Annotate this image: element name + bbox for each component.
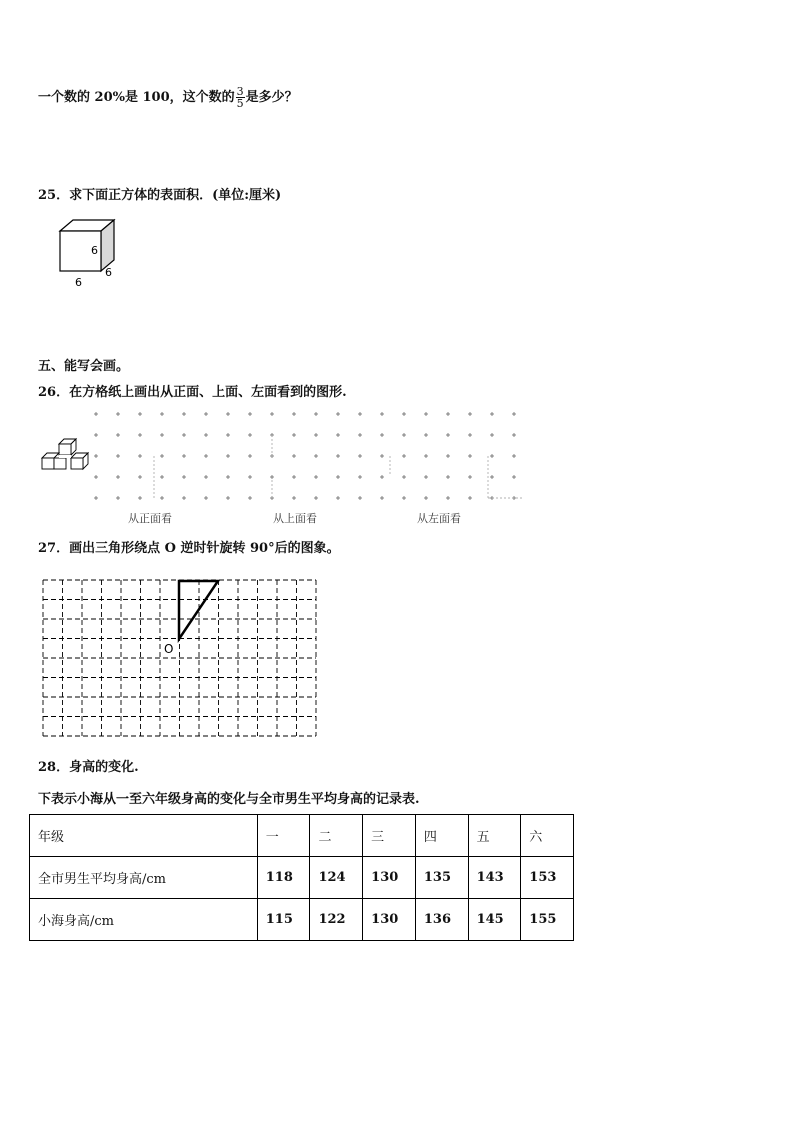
caption-front-view: 从正面看 <box>128 512 172 525</box>
table-cell: 145 <box>468 899 521 941</box>
caption-top-view: 从上面看 <box>273 512 317 525</box>
point-o-label: O <box>164 642 174 656</box>
q24-text-before: 一个数的 20%是 100，这个数的 <box>38 90 235 105</box>
stacked-cubes-figure <box>40 436 92 476</box>
section-5-heading: 五、能写会画。 <box>38 359 130 374</box>
table-cell: 四 <box>415 815 468 857</box>
cube-label-front: 6 <box>91 244 98 257</box>
question-28-title: 28．身高的变化. <box>38 760 139 775</box>
table-cell: 153 <box>521 857 574 899</box>
fraction-three-fifths <box>236 86 245 109</box>
q24-text-after: 是多少？ <box>245 90 298 105</box>
table-cell: 130 <box>363 899 416 941</box>
table-cell: 124 <box>310 857 363 899</box>
question-27-text: 27．画出三角形绕点 O 逆时针旋转 90°后的图象。 <box>38 541 340 556</box>
cube-label-bottom: 6 <box>75 276 82 289</box>
table-header-row <box>30 815 574 857</box>
table-cell: 六 <box>521 815 574 857</box>
table-cell: 155 <box>521 899 574 941</box>
table-cell: 118 <box>257 857 310 899</box>
rotation-grid <box>42 579 318 739</box>
table-row <box>30 899 574 941</box>
table-cell: 全市男生平均身高/cm <box>30 857 258 899</box>
table-cell: 二 <box>310 815 363 857</box>
table-cell: 年级 <box>30 815 258 857</box>
table-cell: 115 <box>257 899 310 941</box>
table-cell: 三 <box>363 815 416 857</box>
question-28-description: 下表示小海从一至六年级身高的变化与全市男生平均身高的记录表. <box>38 792 420 807</box>
cube-figure <box>55 216 125 291</box>
caption-left-view: 从左面看 <box>417 512 461 525</box>
question-26-text: 26．在方格纸上画出从正面、上面、左面看到的图形. <box>38 385 347 400</box>
table-cell: 122 <box>310 899 363 941</box>
table-cell: 130 <box>363 857 416 899</box>
table-cell: 一 <box>257 815 310 857</box>
question-24-text <box>38 86 298 109</box>
table-cell: 143 <box>468 857 521 899</box>
dot-grid-paper <box>92 410 532 502</box>
height-record-table <box>29 814 574 941</box>
table-cell: 小海身高/cm <box>30 899 258 941</box>
table-cell: 135 <box>415 857 468 899</box>
triangle-shape <box>179 581 218 639</box>
table-cell: 136 <box>415 899 468 941</box>
question-25-text: 25．求下面正方体的表面积．(单位:厘米) <box>38 188 282 203</box>
fraction-numerator: 3 <box>236 85 244 98</box>
table-row <box>30 857 574 899</box>
table-cell: 五 <box>468 815 521 857</box>
cube-label-side: 6 <box>105 266 112 279</box>
fraction-denominator: 5 <box>236 97 244 110</box>
